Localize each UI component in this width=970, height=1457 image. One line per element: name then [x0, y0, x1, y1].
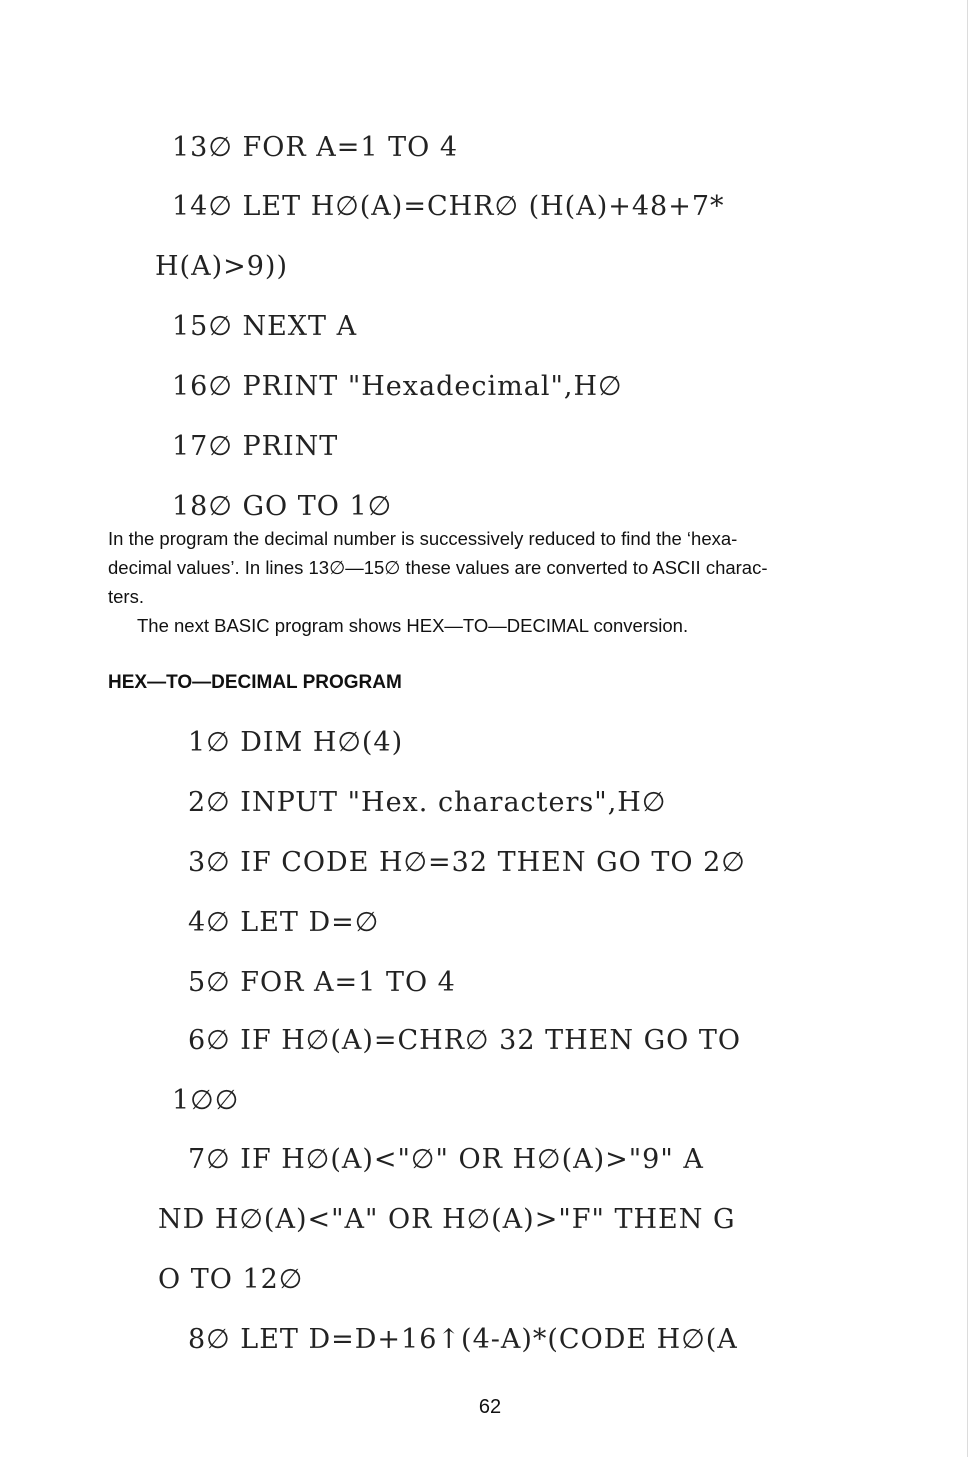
code-line: ND H∅(A)<"A" OR H∅(A)>"F" THEN G [158, 1204, 736, 1235]
paragraph-line: In the program the decimal number is successively reduced to find the ‘hexa- [108, 528, 738, 549]
paragraph-line: decimal values’. In lines 13∅—15∅ these values are converted to ASCII charac- [108, 557, 768, 578]
code-line: 1∅ DIM H∅(4) [188, 727, 404, 758]
code-line: 17∅ PRINT [172, 431, 339, 462]
code-line: 2∅ INPUT "Hex. characters",H∅ [188, 787, 667, 818]
code-line: 14∅ LET H∅(A)=CHR∅ (H(A)+48+7* [172, 191, 725, 222]
code-line: 16∅ PRINT "Hexadecimal",H∅ [172, 371, 623, 402]
section-heading: HEX—TO—DECIMAL PROGRAM [108, 672, 402, 693]
code-line: 5∅ FOR A=1 TO 4 [188, 967, 456, 998]
paragraph-line: ters. [108, 586, 144, 607]
code-line: 18∅ GO TO 1∅ [172, 491, 393, 522]
paragraph-2: The next BASIC program shows HEX—TO—DECIMAL conversion. [137, 615, 689, 636]
code-line: 6∅ IF H∅(A)=CHR∅ 32 THEN GO TO [188, 1025, 741, 1056]
code-line: 13∅ FOR A=1 TO 4 [172, 132, 459, 163]
code-line: 7∅ IF H∅(A)<"∅" OR H∅(A)>"9" A [188, 1144, 704, 1175]
code-line: 15∅ NEXT A [172, 311, 358, 342]
code-line: 3∅ IF CODE H∅=32 THEN GO TO 2∅ [188, 847, 746, 878]
paragraph-1 [108, 524, 888, 611]
code-line: 8∅ LET D=D+16↑(4-A)*(CODE H∅(A [188, 1324, 738, 1355]
code-line: O TO 12∅ [158, 1264, 304, 1295]
scan-edge-divider [967, 0, 968, 1457]
code-line: 1∅∅ [172, 1085, 240, 1116]
page-number: 62 [478, 1396, 502, 1418]
code-line: H(A)>9)) [155, 251, 288, 282]
code-line: 4∅ LET D=∅ [188, 907, 380, 938]
